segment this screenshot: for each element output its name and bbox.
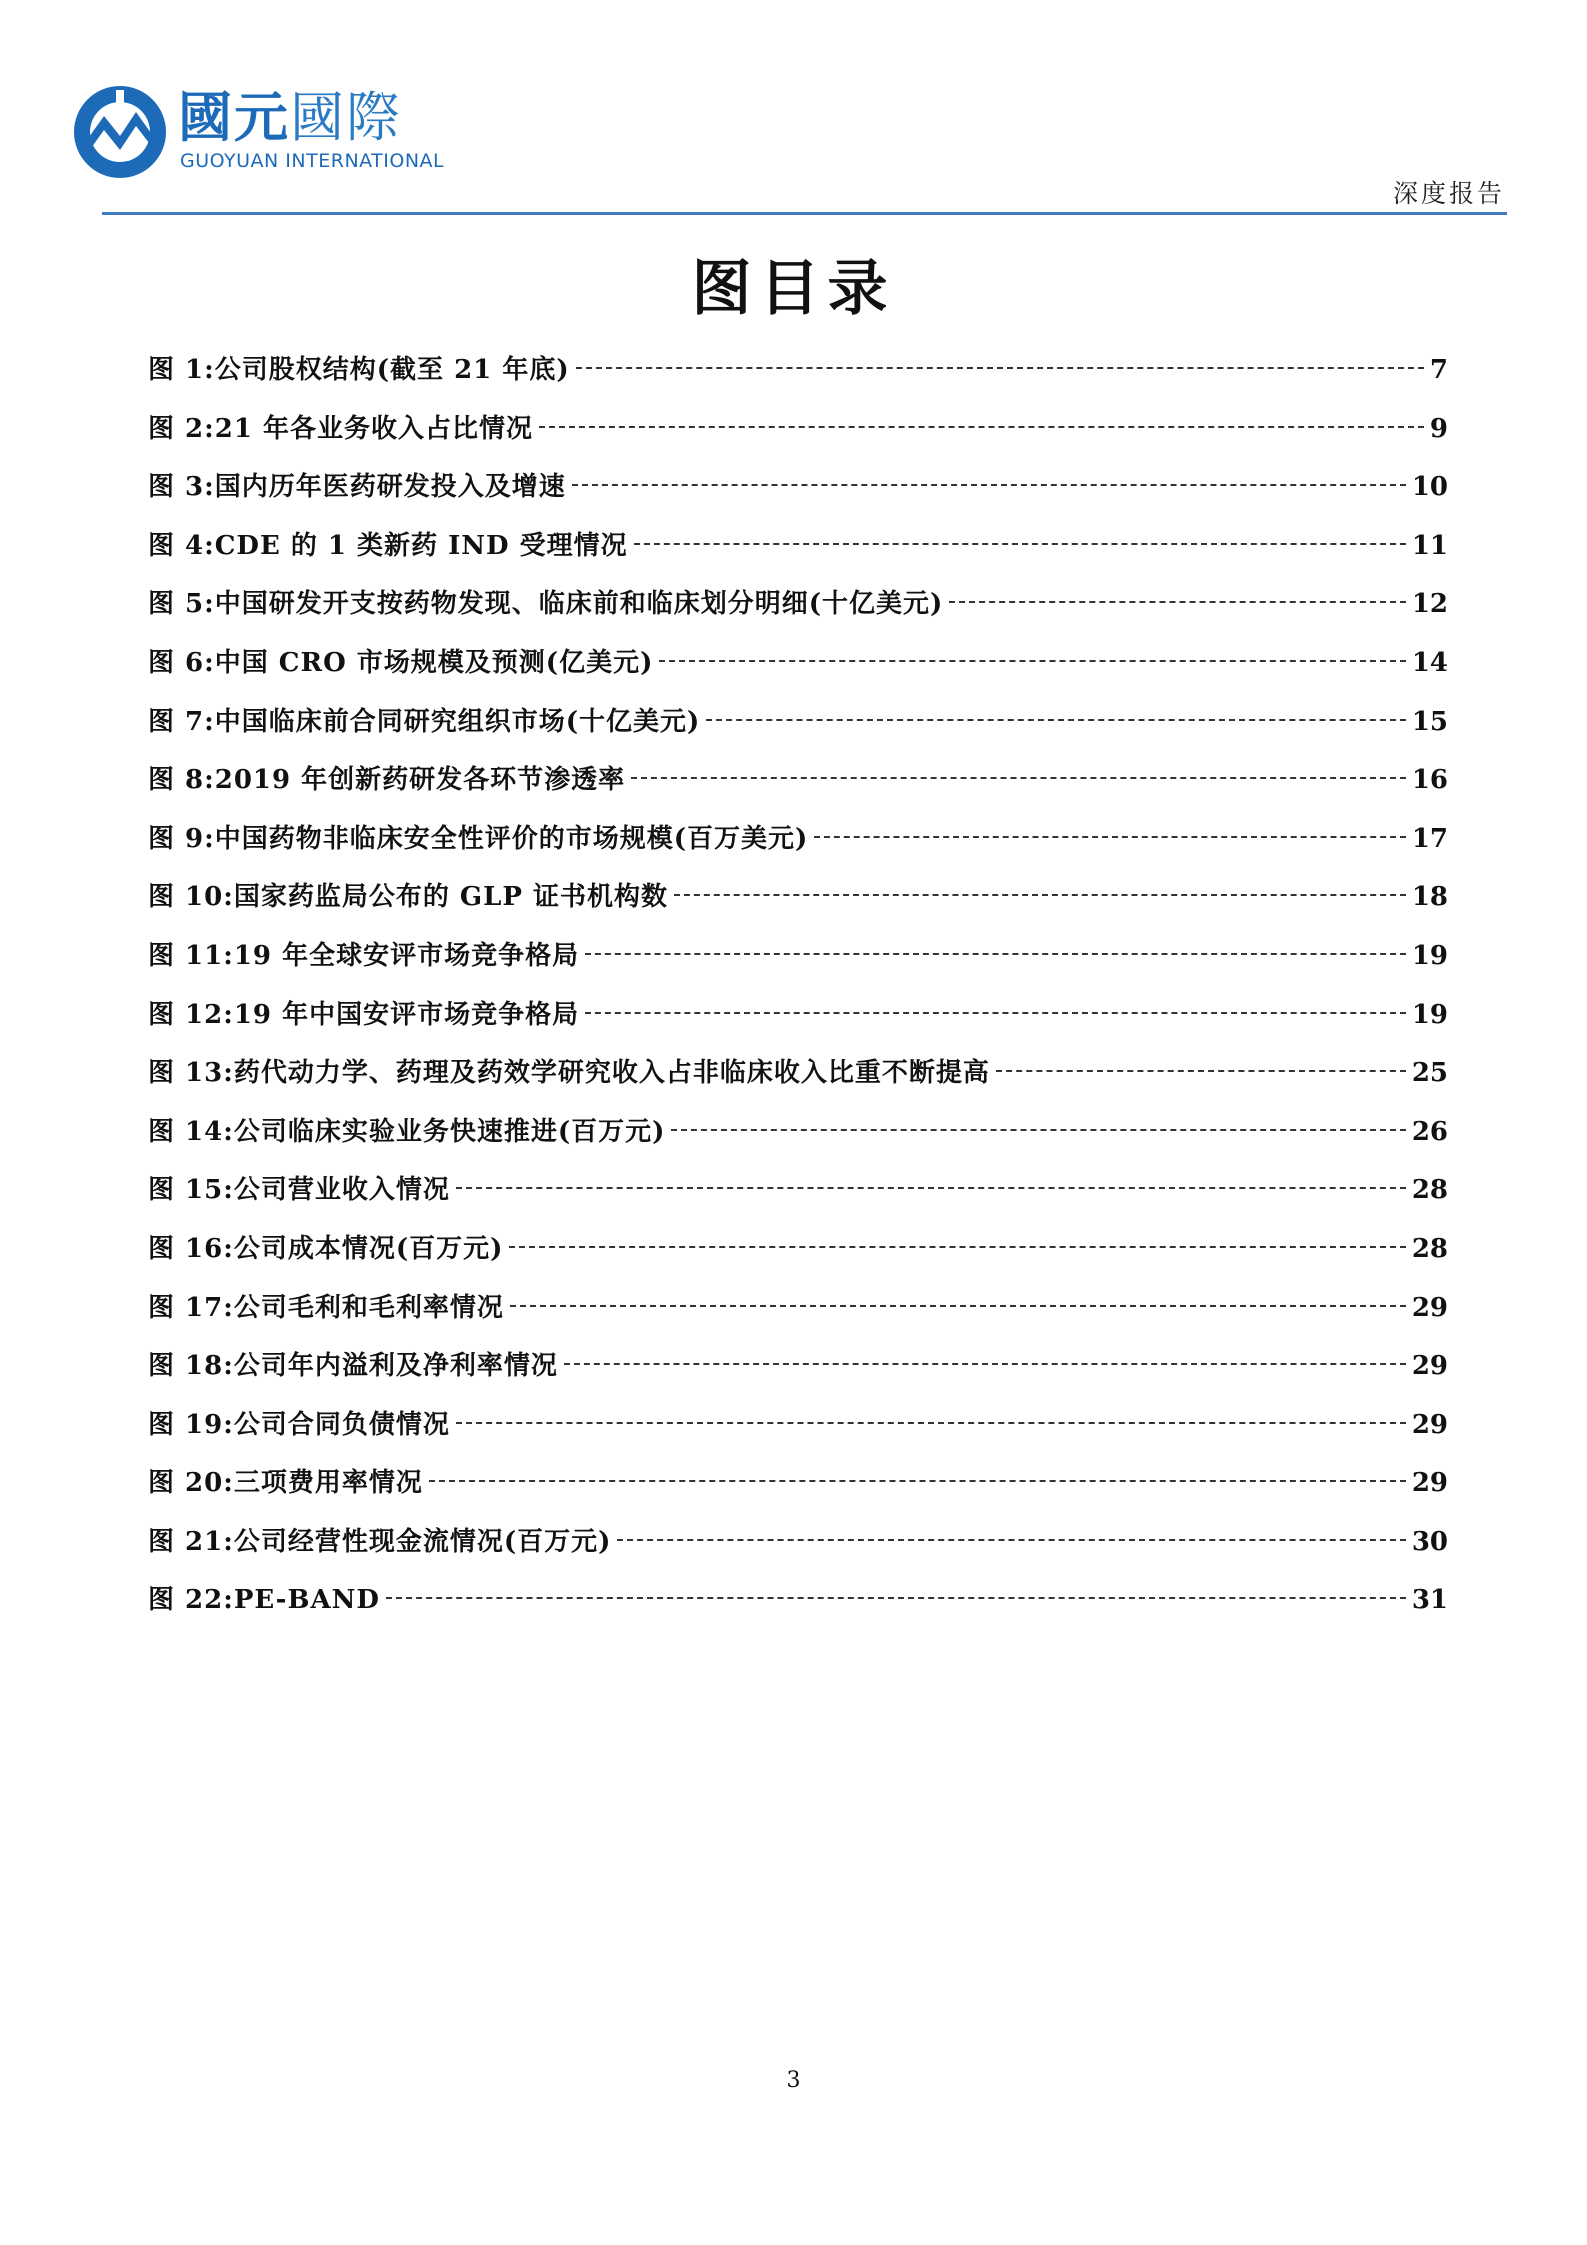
guoyuan-logo-icon — [70, 82, 170, 182]
toc-entry-label: 图 11:19 年全球安评市场竞争格局 — [148, 940, 580, 971]
report-type: 深度报告 — [1392, 179, 1505, 208]
toc-dot-leader — [949, 601, 1405, 603]
brand-name-cn-bold: 國元 — [178, 86, 290, 149]
toc-entry[interactable] — [148, 1346, 1448, 1405]
toc-dot-leader — [386, 1597, 1406, 1599]
toc-entry-label: 图 21:公司经营性现金流情况(百万元) — [148, 1526, 612, 1557]
toc-dot-leader — [634, 543, 1406, 545]
toc-entry-label: 图 22:PE-BAND — [148, 1585, 380, 1616]
toc-entry-page: 28 — [1411, 1175, 1448, 1206]
toc-entry-label: 图 15:公司营业收入情况 — [148, 1175, 450, 1206]
brand-name-cn-thin: 國際 — [290, 86, 402, 149]
toc-dot-leader — [585, 953, 1406, 955]
toc-entry-label: 图 4:CDE 的 1 类新药 IND 受理情况 — [148, 530, 628, 561]
toc-entry[interactable] — [148, 877, 1448, 936]
toc-dot-leader — [996, 1070, 1406, 1072]
toc-entry-page: 31 — [1411, 1585, 1448, 1616]
toc-entry-page: 18 — [1411, 882, 1448, 913]
toc-entry[interactable] — [148, 1580, 1448, 1639]
toc-entry-page: 11 — [1411, 530, 1448, 561]
toc-entry-label: 图 20:三项费用率情况 — [148, 1468, 423, 1499]
toc-dot-leader — [429, 1480, 1406, 1482]
toc-dot-leader — [631, 777, 1406, 779]
toc-entry-label: 图 2:21 年各业务收入占比情况 — [148, 413, 533, 444]
toc-entry[interactable] — [148, 584, 1448, 643]
header-divider — [102, 212, 1507, 215]
toc-entry[interactable] — [148, 1053, 1448, 1112]
toc-entry[interactable] — [148, 409, 1448, 468]
toc-entry[interactable] — [148, 995, 1448, 1054]
brand-name-en: GUOYUAN INTERNATIONAL — [180, 150, 445, 172]
toc-dot-leader — [456, 1422, 1406, 1424]
toc-dot-leader — [564, 1363, 1406, 1365]
toc-entry-page: 29 — [1411, 1351, 1448, 1382]
toc-dot-leader — [671, 1129, 1405, 1131]
toc-dot-leader — [814, 836, 1405, 838]
toc-entry[interactable] — [148, 1463, 1448, 1522]
toc-dot-leader — [572, 484, 1406, 486]
toc-dot-leader — [617, 1539, 1405, 1541]
toc-entry-label: 图 16:公司成本情况(百万元) — [148, 1233, 504, 1264]
toc-entry-label: 图 1:公司股权结构(截至 21 年底) — [148, 355, 570, 385]
toc-dot-leader — [576, 367, 1424, 369]
toc-dot-leader — [539, 426, 1424, 428]
toc-entry-label: 图 10:国家药监局公布的 GLP 证书机构数 — [148, 882, 668, 913]
toc-entry-label: 图 6:中国 CRO 市场规模及预测(亿美元) — [148, 647, 654, 678]
toc-dot-leader — [674, 894, 1406, 896]
toc-dot-leader — [585, 1012, 1406, 1014]
toc-entry-page: 7 — [1429, 355, 1448, 385]
toc-entry-label: 图 17:公司毛利和毛利率情况 — [148, 1292, 504, 1323]
toc-entry-page: 26 — [1411, 1116, 1448, 1147]
page-number: 3 — [786, 2068, 801, 2093]
toc-entry-label: 图 5:中国研发开支按药物发现、临床前和临床划分明细(十亿美元) — [148, 589, 944, 620]
toc-entry-page: 14 — [1411, 647, 1448, 678]
toc-dot-leader — [456, 1187, 1406, 1189]
toc-entry[interactable] — [148, 1170, 1448, 1229]
toc-entry[interactable] — [148, 819, 1448, 878]
page-title: 图目录 — [691, 254, 896, 324]
brand-name-cn — [178, 88, 402, 148]
toc-dot-leader — [509, 1246, 1405, 1248]
figure-toc-list — [148, 350, 1448, 1639]
page-header — [0, 0, 1587, 220]
toc-entry-label: 图 3:国内历年医药研发投入及增速 — [148, 472, 566, 503]
toc-entry-page: 29 — [1411, 1292, 1448, 1323]
toc-entry[interactable] — [148, 936, 1448, 995]
toc-entry-page: 30 — [1411, 1526, 1448, 1557]
toc-entry[interactable] — [148, 1522, 1448, 1581]
toc-entry[interactable] — [148, 1405, 1448, 1464]
toc-entry[interactable] — [148, 467, 1448, 526]
toc-entry-page: 10 — [1411, 472, 1448, 503]
toc-dot-leader — [659, 660, 1405, 662]
toc-entry-page: 12 — [1411, 589, 1448, 620]
toc-entry-label: 图 13:药代动力学、药理及药效学研究收入占非临床收入比重不断提高 — [148, 1058, 990, 1089]
toc-entry-page: 29 — [1411, 1409, 1448, 1440]
toc-entry[interactable] — [148, 350, 1448, 409]
toc-entry-label: 图 14:公司临床实验业务快速推进(百万元) — [148, 1116, 666, 1147]
toc-entry-page: 19 — [1411, 940, 1448, 971]
toc-entry[interactable] — [148, 702, 1448, 761]
toc-entry-page: 15 — [1411, 706, 1448, 737]
toc-entry-label: 图 19:公司合同负债情况 — [148, 1409, 450, 1440]
toc-dot-leader — [706, 719, 1405, 721]
toc-entry-page: 28 — [1411, 1233, 1448, 1264]
toc-entry[interactable] — [148, 760, 1448, 819]
toc-entry-page: 25 — [1411, 1058, 1448, 1089]
toc-entry-label: 图 7:中国临床前合同研究组织市场(十亿美元) — [148, 706, 701, 737]
toc-dot-leader — [510, 1305, 1406, 1307]
toc-entry[interactable] — [148, 1288, 1448, 1347]
toc-entry-label: 图 9:中国药物非临床安全性评价的市场规模(百万美元) — [148, 823, 809, 854]
toc-entry-label: 图 8:2019 年创新药研发各环节渗透率 — [148, 765, 626, 796]
toc-entry[interactable] — [148, 526, 1448, 585]
toc-entry-label: 图 18:公司年内溢利及净利率情况 — [148, 1351, 558, 1382]
toc-entry[interactable] — [148, 643, 1448, 702]
toc-entry-page: 19 — [1411, 999, 1448, 1030]
toc-entry-label: 图 12:19 年中国安评市场竞争格局 — [148, 999, 580, 1030]
toc-entry-page: 17 — [1411, 823, 1448, 854]
toc-entry-page: 29 — [1411, 1468, 1448, 1499]
toc-entry[interactable] — [148, 1229, 1448, 1288]
toc-entry-page: 16 — [1411, 765, 1448, 796]
toc-entry[interactable] — [148, 1112, 1448, 1171]
toc-entry-page: 9 — [1429, 413, 1448, 444]
